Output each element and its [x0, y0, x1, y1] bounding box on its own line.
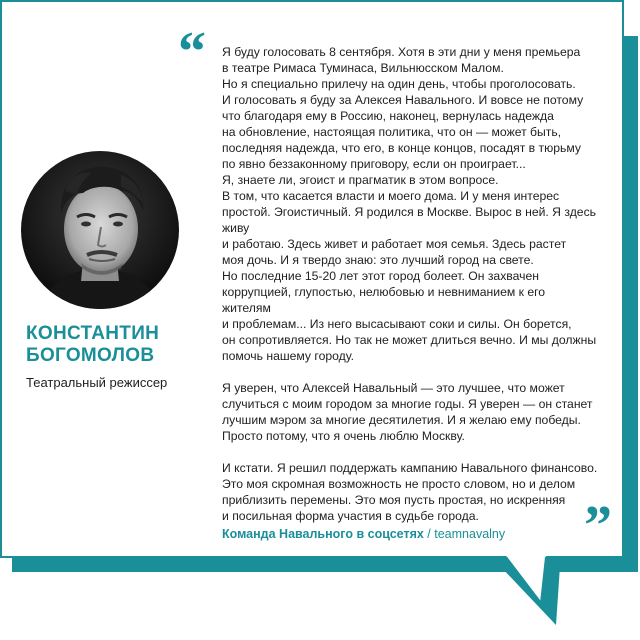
quote-paragraph: [222, 44, 597, 364]
close-quote-icon: ”: [584, 495, 612, 557]
quote-line: приблизить перемены. Это моя пусть простая, но искренняя: [222, 493, 566, 507]
quote-line: и посильная форма участия в судьбе города.: [222, 509, 479, 523]
quote-line: Я уверен, что Алексей Навальный — это лучшее, что может: [222, 381, 565, 395]
quote-line: живу: [222, 221, 250, 235]
quote-line: Я, знаете ли, эгоист и прагматик в этом вопросе.: [222, 173, 499, 187]
quote-line: он сопротивляется. Но так не может длиться вечно. И мы должны: [222, 333, 597, 347]
quote-paragraph: [222, 460, 598, 524]
quote-line: и проблемам... Из него высасывают соки и силы. Он борется,: [222, 317, 572, 331]
footer-handle-link[interactable]: teamnavalny: [434, 527, 506, 541]
quote-line: Но я специально прилечу на один день, чтобы проголосовать.: [222, 77, 576, 91]
quote-line: последняя надежда, что его, в конце концов, посадят в тюрьму: [222, 141, 582, 155]
footer-separator: /: [423, 527, 435, 541]
quote-line: Но последние 15-20 лет этот город болеет. Он захвачен: [222, 269, 540, 283]
person-role: Театральный режиссер: [26, 375, 168, 390]
quote-line: моя дочь. И я твердо знаю: это лучший город на свете.: [222, 253, 534, 267]
quote-line: случиться с моим городом за многие годы. Я уверен — он станет: [222, 397, 593, 411]
quote-line: Просто потому, что я очень люблю Москву.: [222, 429, 465, 443]
person-name-first: КОНСТАНТИН: [26, 323, 160, 344]
quote-line: В том, что касается власти и моего дома. И у меня интерес: [222, 189, 560, 203]
avatar: [21, 151, 179, 309]
quote-line: что благодаря ему в Россию, наконец, вернулась надежда: [222, 109, 554, 123]
quote-line: по явно беззаконному приговору, если он проиграет...: [222, 157, 526, 171]
quote-text: [222, 44, 598, 540]
quote-paragraph: [222, 380, 594, 444]
quote-line: помочь нашему городу.: [222, 349, 355, 363]
quote-line: жителям: [222, 301, 271, 315]
open-quote-icon: “: [178, 21, 206, 83]
quote-line: И кстати. Я решил поддержать кампанию Навального финансово.: [222, 461, 598, 475]
quote-line: лучшим мэром за многие десятилетия. И я желаю ему победы.: [222, 413, 581, 427]
quote-line: и работаю. Здесь живет и работает моя семья. Здесь растет: [222, 237, 567, 251]
portrait-photo: [21, 151, 179, 309]
quote-line: Это моя скромная возможность не просто словом, но и делом: [222, 477, 576, 491]
quote-line: Я буду голосовать 8 сентября. Хотя в эти дни у меня премьера: [222, 45, 581, 59]
footer-credit: [222, 526, 505, 542]
quote-line: в театре Римаса Туминаса, Вильнюсском Малом.: [222, 61, 504, 75]
quote-line: И голосовать я буду за Алексея Навального. И вовсе не потому: [222, 93, 584, 107]
footer-team-link[interactable]: Команда Навального в соцсетях: [222, 527, 424, 541]
person-name-last: БОГОМОЛОВ: [26, 345, 155, 366]
quote-line: на обновление, настоящая политика, что он — может быть,: [222, 125, 562, 139]
quote-line: коррупцией, глупостью, нелюбовью и невниманием к его: [222, 285, 546, 299]
person-info: [26, 323, 206, 391]
quote-line: простой. Эгоистичный. Я родился в Москве. Вырос в ней. Я здесь: [222, 205, 597, 219]
